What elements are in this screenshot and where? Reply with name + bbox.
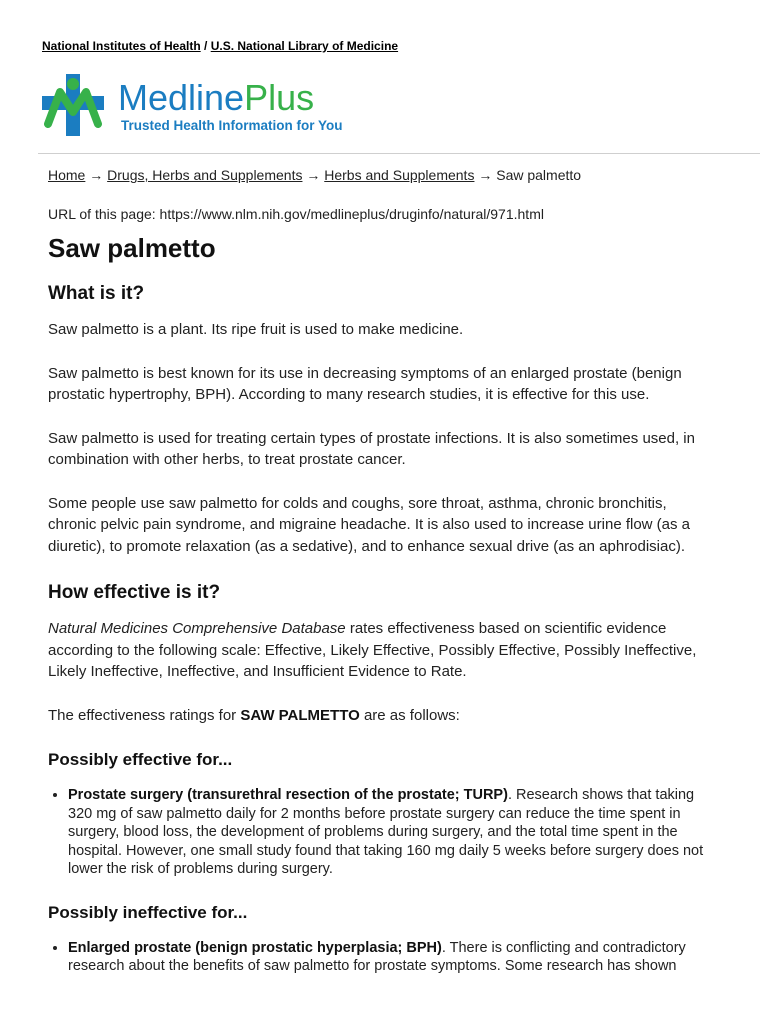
page-title: Saw palmetto xyxy=(48,233,216,263)
what-is-it-paragraph: Some people use saw palmetto for colds and coughs, sore throat, asthma, chronic bronchitis, chronic pelvic pain syndrome, and migraine headache. It is also used to increase urine flow (as a diuretic), to promote relaxation (as a sedative), and to enhance sexual drive (as an aphrodisiac). xyxy=(48,494,691,555)
logo-wordmark: MedlinePlus xyxy=(118,77,315,118)
breadcrumb-arrow: → xyxy=(89,167,104,183)
ratings-intro-post: are as follows: xyxy=(359,706,460,724)
possibly-ineffective-list xyxy=(48,939,713,976)
what-is-it-paragraph: Saw palmetto is used for treating certain types of prostate infections. It is also sometimes used, in combination with other herbs, to treat prostate cancer. xyxy=(48,429,695,468)
what-is-it-paragraph: Saw palmetto is best known for its use in decreasing symptoms of an enlarged prostate (benign prostatic hypertrophy, BPH). According to many research studies, it is effective for this use. xyxy=(48,364,682,403)
list-item-text: . Research shows that taking 320 mg of saw palmetto daily for 2 months before prostate surgery can reduce the time spent in surgery, blood loss, the development of problems during surgery, and the total time spent in the hospital. However, one small study found that taking 160 mg daily 5 weeks before surgery does not lower the risk of problems during surgery. xyxy=(68,787,704,877)
nih-link[interactable]: National Institutes of Health xyxy=(42,39,201,53)
breadcrumb-arrow: → xyxy=(306,167,321,183)
how-effective-heading: How effective is it? xyxy=(48,582,221,603)
breadcrumb-drugs-herbs-supplements[interactable]: Drugs, Herbs and Supplements xyxy=(107,167,303,183)
page-url: URL of this page: https://www.nlm.nih.gov/medlineplus/druginfo/natural/971.html xyxy=(48,206,544,222)
breadcrumb-home[interactable]: Home xyxy=(48,167,86,183)
ratings-intro-paragraph xyxy=(48,705,713,727)
list-item xyxy=(68,786,713,879)
breadcrumb xyxy=(48,164,713,186)
possibly-effective-list xyxy=(48,786,713,879)
header-divider xyxy=(38,153,760,154)
breadcrumb-arrow: → xyxy=(478,167,493,183)
nlm-link[interactable]: U.S. National Library of Medicine xyxy=(210,39,399,53)
top-links xyxy=(42,39,398,53)
ratings-herb-name: SAW PALMETTO xyxy=(240,706,360,724)
database-name: Natural Medicines Comprehensive Database xyxy=(48,620,346,637)
effectiveness-scale-paragraph xyxy=(48,618,713,683)
list-item-title: Prostate surgery (transurethral resection of the prostate; TURP) xyxy=(68,787,508,803)
list-item-text: . There is conflicting and contradictory research about the benefits of saw palmetto for prostate symptoms. Some research has shown xyxy=(68,939,686,974)
effectiveness-scale-text: rates effectiveness based on scientific evidence according to the following scale: Effective, Likely Effective, Possibly Effective, Possibly Ineffective, Likely Ineffective, Ineffective, and Insufficient Evidence to Rate. xyxy=(48,620,697,680)
breadcrumb-current: Saw palmetto xyxy=(496,167,582,183)
breadcrumb-herbs-supplements[interactable]: Herbs and Supplements xyxy=(324,167,475,183)
possibly-ineffective-heading: Possibly ineffective for... xyxy=(48,902,248,922)
list-item xyxy=(68,939,713,976)
what-is-it-heading: What is it? xyxy=(48,283,145,304)
list-item-title: Enlarged prostate (benign prostatic hyperplasia; BPH) xyxy=(68,939,442,956)
logo-tagline: Trusted Health Information for You xyxy=(121,118,343,133)
figure-head-icon xyxy=(67,78,79,90)
medlineplus-logo[interactable] xyxy=(42,72,372,143)
main-content xyxy=(48,164,713,976)
top-links-separator: / xyxy=(200,39,211,53)
ratings-intro-pre: The effectiveness ratings for xyxy=(48,706,241,724)
medlineplus-logo-graphic xyxy=(42,72,372,138)
what-is-it-paragraph: Saw palmetto is a plant. Its ripe fruit is used to make medicine. xyxy=(48,321,464,338)
possibly-effective-heading: Possibly effective for... xyxy=(48,750,233,769)
